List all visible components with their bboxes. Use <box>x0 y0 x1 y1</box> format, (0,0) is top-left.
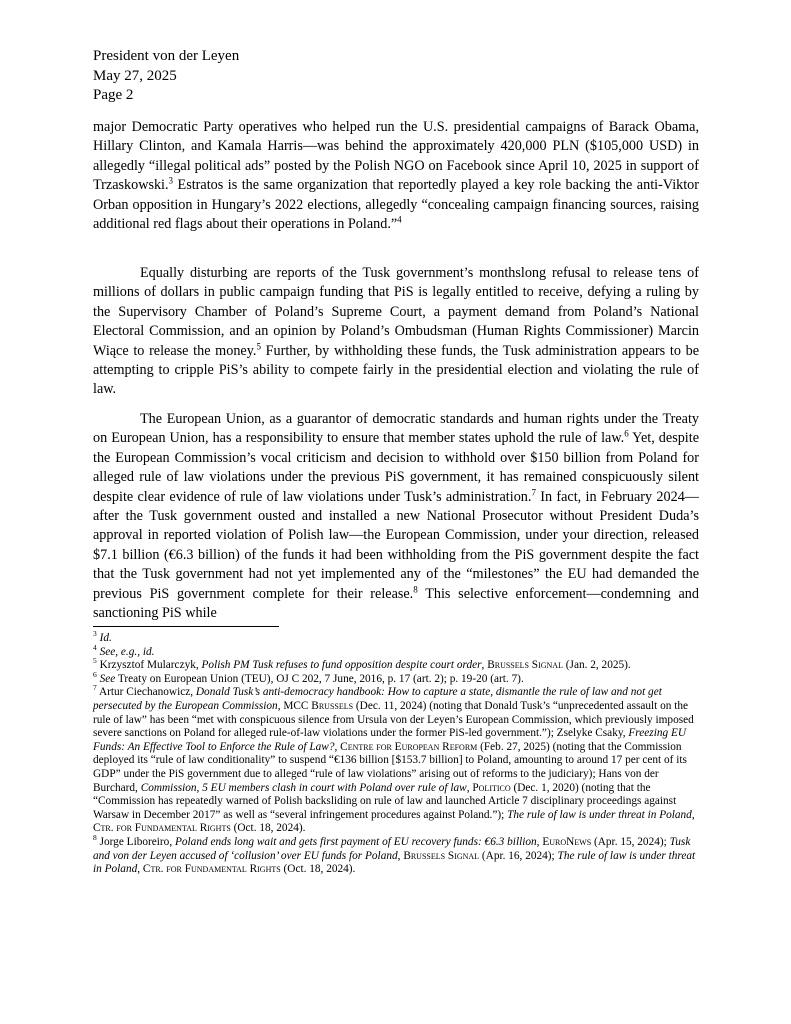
footnote-text: (Oct. 18, 2024). <box>230 822 306 835</box>
footnote-ref: 6 <box>624 428 629 439</box>
paragraph-3 <box>93 410 699 623</box>
footnote-text: , <box>481 659 488 672</box>
footnote-text: , <box>536 835 543 848</box>
footnote-3 <box>93 629 699 646</box>
footnote-text: Artur Ciechanowicz, <box>98 686 196 699</box>
footnote-text: , <box>466 781 473 794</box>
footnote-text: (Apr. 16, 2024); <box>479 849 558 862</box>
footnote-text: Krzysztof Mularczyk, <box>99 659 202 672</box>
footnote-italic: The rule of law is under threat in Poland <box>93 849 696 876</box>
footnote-7 <box>93 683 699 836</box>
footnote-4 <box>93 642 699 660</box>
footnote-source: Brussels Signal <box>487 659 563 672</box>
footnote-number: 7 <box>93 683 97 693</box>
footnote-number: 4 <box>93 642 97 652</box>
footnote-italic: See <box>99 672 116 685</box>
footnote-ref: 8 <box>413 583 418 594</box>
footnote-italic: Id. <box>99 632 112 644</box>
footnote-6 <box>93 670 699 687</box>
footnote-source: Ctr. for Fundamental Rights <box>93 822 231 835</box>
paragraph-text: Equally disturbing are reports of the Tusk government’s monthslong refusal to release tens of millions of dollars in public campaign funding that PiS is legally entitled to receive, defying a ruling by the Supervisory Chamber of Poland’s Supreme Court, a payment demand from Poland’s National Electoral Commission, and an opinion by Poland’s Ombudsman (Human Rights Commissioner) Marcin Wiące to release the money. <box>93 265 699 359</box>
footnote-text: (Feb. 27, 2025) (noting that the Commission deployed its “rule of law conditionality” to suspend “€136 billion [$153.7 billion] to Poland, amounting to around 17 per cent of its GDP” under the PiS government due to alleged “rule of law violations” arising out of reforms to the judiciary); Hans von der Burchard, <box>93 740 687 794</box>
footnote-source: Brussels Signal <box>403 849 480 862</box>
recipient-line: President von der Leyen <box>93 48 240 64</box>
footnotes <box>93 629 699 877</box>
footnote-text: , <box>334 740 341 753</box>
footnote-text: , <box>397 849 404 862</box>
footnote-source: Politico <box>472 781 511 794</box>
footnote-italic: Donald Tusk’s anti-democracy handbook: How to capture a state, dismantle the rule of law and not get persecuted by the European Commission <box>93 686 662 712</box>
footnote-ref: 5 <box>256 340 261 351</box>
footnote-8 <box>93 833 699 877</box>
footnote-source: EuroNews <box>542 835 592 848</box>
footnote-separator <box>93 626 279 627</box>
paragraph-text: In fact, in February 2024—after the Tusk government ousted and installed a new National Prosecutor without President Duda’s approval in reported violation of Polish law—the European Commission, under your direction, released $7.1 billion (€6.3 billion) of the funds it had been withholding from the PiS government despite the fact that the Tusk government had not yet implemented any of the “milestones” the EU had demanded the previous PiS government complete for their release. <box>93 488 699 602</box>
footnote-number: 6 <box>93 670 97 680</box>
footnote-5 <box>93 656 699 673</box>
footnote-ref: 7 <box>531 486 536 497</box>
footnote-text: , <box>691 808 695 821</box>
letter-header <box>93 47 239 106</box>
footnote-italic: See, e.g., id. <box>99 645 155 658</box>
page-number: Page 2 <box>93 87 134 103</box>
date-line: May 27, 2025 <box>93 67 177 84</box>
paragraph-text: This selective enforcement—condemning and sanctioning PiS while <box>93 585 699 622</box>
footnote-text: (Oct. 18, 2024). <box>280 863 356 876</box>
paragraph-text: Further, by withholding these funds, the Tusk administration appears to be attempting to cripple PiS’s ability to compete fairly in the presidential election and violating the rule of law. <box>93 342 699 398</box>
paragraph-text: major Democratic Party operatives who helped run the U.S. presidential campaigns of Barack Obama, Hillary Clinton, and Kamala Harris—was behind the approximately 420,000 PLN ($105,000 USD) in allegedly “illegal political ads” posted by the Polish NGO on Facebook since April 10, 2025 in support of Trzaskowski. <box>93 119 699 194</box>
footnote-italic: Commission, 5 EU members clash in court with Poland over rule of law <box>140 781 467 794</box>
paragraph-text: The European Union, as a guarantor of democratic standards and human rights under the Treaty on European Union, has a responsibility to ensure that member states uphold the rule of law. <box>93 411 699 447</box>
footnote-ref: 4 <box>397 214 402 225</box>
footnote-text: Treaty on European Union (TEU), OJ C 202, 7 June, 2016, p. 17 (art. 2); p. 19-20 (art. 7). <box>115 672 524 685</box>
footnote-italic: Tusk and von der Leyen accused of ‘collusion’ over EU funds for Poland <box>93 835 691 862</box>
paragraph-text: Estratos is the same organization that reportedly played a key role backing the anti-Viktor Orban opposition in Hungary’s 2022 elections, allegedly “concealing campaign financing sources, raising additional red flags about their operations in Poland.” <box>93 177 699 233</box>
paragraph-text: Yet, despite the European Commission’s vocal criticism and decision to withhold over $150 billion from Poland for alleged rule of law violations under the previous PiS government, it has remained conspicuously silent despite clear evidence of rule of law violations under Tusk’s administration. <box>93 430 699 505</box>
footnote-number: 8 <box>93 833 97 843</box>
footnote-ref: 3 <box>168 175 174 186</box>
paragraph-2 <box>93 264 699 400</box>
footnote-text: , MCC <box>277 699 312 712</box>
footnote-source: Centre for European Reform <box>340 740 478 753</box>
footnote-italic: Poland ends long wait and gets first payment of EU recovery funds: €6.3 billion <box>174 835 537 848</box>
footnote-italic: Freezing EU Funds: An Effective Tool to Enforce the Rule of Law? <box>93 727 687 753</box>
footnote-italic: Polish PM Tusk refuses to fund opposition despite court order <box>201 659 482 672</box>
footnote-text: (Apr. 15, 2024); <box>591 835 670 848</box>
footnote-italic: The rule of law is under threat in Poland <box>507 808 692 821</box>
footnote-text: (Dec. 11, 2024) (noting that Donald Tusk’s “unprecedented assault on the rule of law” has been “met with conspicuous silence from Ursula von der Leyen’s European Commission, which previously imposed severe sanctions on Poland for alleged rule-of-law violations under the former PiS-led government.”); Zselyke Csaky, <box>93 699 694 740</box>
footnote-source: Ctr. for Fundamental Rights <box>142 863 281 876</box>
footnote-text: Jorge Liboreiro, <box>99 835 175 848</box>
footnote-text: (Dec. 1, 2020) (noting that the “Commission has repeatedly warned of Polish backsliding on rule of law and launched Article 7 disciplinary proceedings against Warsaw in December 2017” as well as “several infringement procedures against Poland.”); <box>93 781 677 821</box>
footnote-text: (Jan. 2, 2025). <box>562 659 631 672</box>
footnote-source: Brussels <box>311 699 354 712</box>
footnote-number: 5 <box>93 656 97 666</box>
paragraph-1 <box>93 118 699 234</box>
footnote-text: , <box>137 863 143 876</box>
footnote-number: 3 <box>93 629 97 639</box>
